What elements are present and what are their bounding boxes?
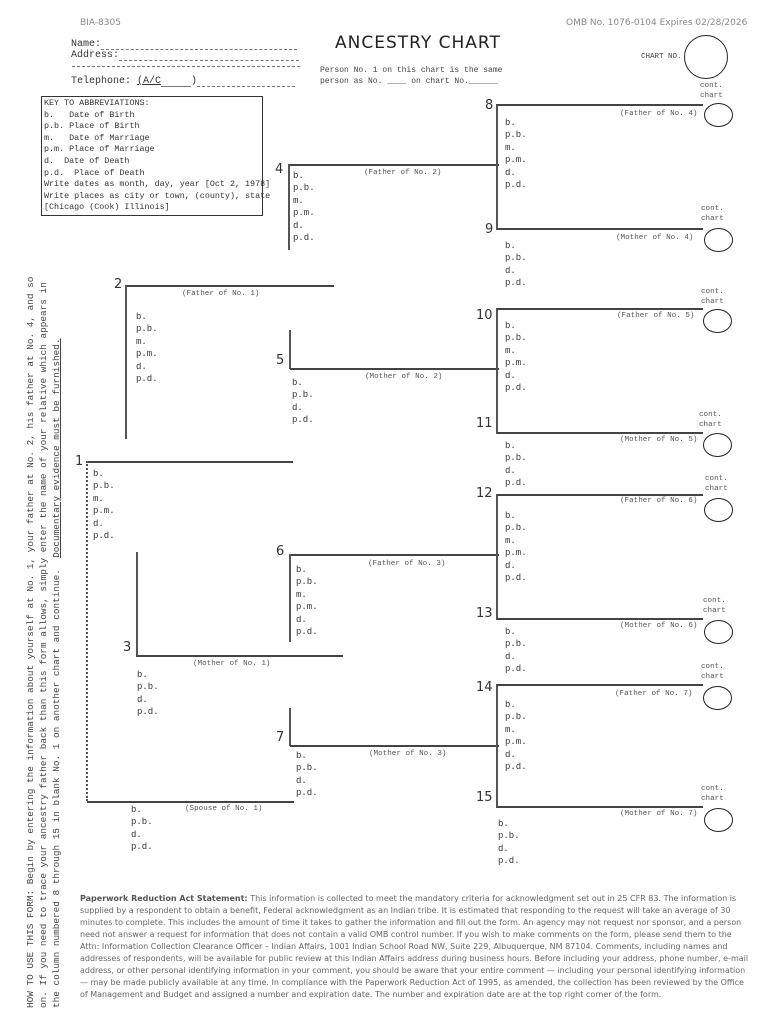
key-title: KEY TO ABBREVIATIONS: xyxy=(44,98,150,108)
death-place-field[interactable]: p.d. xyxy=(296,627,318,638)
birth-place-field[interactable]: p.b. xyxy=(505,523,527,534)
birth-place-field[interactable]: p.b. xyxy=(505,253,527,264)
person-12-fields xyxy=(505,510,527,584)
person-13-fields xyxy=(505,626,527,676)
marriage-place-field[interactable]: p.m. xyxy=(136,349,158,360)
chart-text: chart xyxy=(701,298,724,306)
abbreviation-key xyxy=(41,96,271,216)
person-14-name-line[interactable] xyxy=(497,684,703,686)
marriage-place-field[interactable]: p.m. xyxy=(93,506,115,517)
person-6-label: (Father of No. 3) xyxy=(368,560,446,568)
person-15-fields xyxy=(498,818,520,868)
birth-place-field[interactable]: p.b. xyxy=(498,831,520,842)
person-14-cont-chart-circle[interactable] xyxy=(703,686,732,710)
birth-date-field[interactable]: b. xyxy=(498,819,509,829)
person-7-label: (Mother of No. 3) xyxy=(369,750,447,758)
person-13-label: (Mother of No. 6) xyxy=(620,622,698,630)
person-13-number: 13 xyxy=(476,606,493,621)
person-15-label: (Mother of No. 7) xyxy=(620,810,698,818)
death-date-field[interactable]: d. xyxy=(505,370,516,381)
pair-10-11-bracket xyxy=(496,308,498,434)
birth-date-field[interactable]: b. xyxy=(93,469,104,479)
person-6-name-line[interactable] xyxy=(289,554,499,556)
death-date-field[interactable]: d. xyxy=(293,220,304,231)
person-10-number: 10 xyxy=(476,308,493,323)
marriage-place-field[interactable]: p.m. xyxy=(296,602,318,613)
chart-text: chart xyxy=(700,92,723,100)
person-10-cont-chart-label xyxy=(701,287,724,307)
area-code-close: ) xyxy=(191,76,198,87)
marriage-date-field[interactable]: m. xyxy=(505,535,516,546)
birth-date-field[interactable]: b. xyxy=(136,312,147,322)
person-9-fields xyxy=(505,240,527,290)
birth-place-field[interactable]: p.b. xyxy=(296,577,318,588)
person-3-label: (Mother of No. 1) xyxy=(193,660,271,668)
key-line: p.m. Place of Marriage xyxy=(44,144,155,155)
person-10-cont-chart-circle[interactable] xyxy=(703,309,732,333)
birth-date-field[interactable]: b. xyxy=(505,627,516,637)
marriage-date-field[interactable]: m. xyxy=(505,345,516,356)
death-place-field[interactable]: p.d. xyxy=(293,233,315,244)
telephone-input[interactable] xyxy=(197,76,295,87)
person-2-fields xyxy=(136,311,158,385)
address-input-1[interactable] xyxy=(119,50,299,61)
person-3-number: 3 xyxy=(123,640,132,655)
cont-text: cont. xyxy=(700,82,723,90)
birth-place-field[interactable]: p.b. xyxy=(136,324,158,335)
chart-text: chart xyxy=(703,607,726,615)
birth-place-field[interactable]: p.b. xyxy=(131,817,153,828)
form-number: BIA-8305 xyxy=(80,18,121,28)
death-place-field[interactable]: p.d. xyxy=(505,664,527,675)
birth-place-field[interactable]: p.b. xyxy=(505,453,527,464)
spouse-fields xyxy=(131,804,153,854)
person-2-name-line[interactable] xyxy=(126,285,334,287)
area-code-label: (A/C xyxy=(137,76,162,87)
birth-date-field[interactable]: b. xyxy=(296,565,307,575)
key-line: m. Date of Marriage xyxy=(44,132,150,143)
spouse-name-line[interactable] xyxy=(87,801,294,803)
person-8-name-line[interactable] xyxy=(497,104,703,106)
instructions xyxy=(24,277,63,1008)
person-12-cont-chart-label xyxy=(705,474,728,494)
death-date-field[interactable]: d. xyxy=(498,843,509,854)
person-11-cont-chart-circle[interactable] xyxy=(703,433,732,457)
person-8-cont-chart-label xyxy=(700,81,723,101)
marriage-place-field[interactable]: p.m. xyxy=(293,208,315,219)
birth-place-field[interactable]: p.b. xyxy=(505,639,527,650)
address-input-2[interactable] xyxy=(72,66,300,67)
chart-no-label: CHART NO. xyxy=(641,53,682,61)
marriage-date-field[interactable]: m. xyxy=(136,336,147,347)
documentary-evidence-note: Documentary evidence must be furnished. xyxy=(51,338,62,558)
person-9-label: (Mother of No. 4) xyxy=(616,234,694,242)
death-date-field[interactable]: d. xyxy=(505,167,516,178)
key-line: d. Date of Death xyxy=(44,155,130,166)
cont-text: cont. xyxy=(701,785,724,793)
person-14-label: (Father of No. 7) xyxy=(615,690,693,698)
death-place-field[interactable]: p.d. xyxy=(505,573,527,584)
death-place-field[interactable]: p.d. xyxy=(505,762,527,773)
person-note xyxy=(320,65,502,87)
person-5-label: (Mother of No. 2) xyxy=(365,373,443,381)
birth-date-field[interactable]: b. xyxy=(505,511,516,521)
death-date-field[interactable]: d. xyxy=(296,614,307,625)
chart-text: chart xyxy=(701,795,724,803)
key-line: p.b. Place of Birth xyxy=(44,121,140,132)
person-8-number: 8 xyxy=(485,98,494,113)
death-date-field[interactable]: d. xyxy=(131,829,142,840)
telephone-label: Telephone: xyxy=(71,76,132,87)
death-date-field[interactable]: d. xyxy=(296,775,307,786)
person-6-fields xyxy=(296,564,318,638)
person-5-name-line[interactable] xyxy=(290,368,499,370)
pair-8-9-bracket xyxy=(496,104,498,230)
address-row xyxy=(71,50,299,61)
cont-text: cont. xyxy=(701,288,724,296)
person-3-bracket xyxy=(136,552,138,656)
person-2-label: (Father of No. 1) xyxy=(182,290,260,298)
death-date-field[interactable]: d. xyxy=(136,361,147,372)
instructions-line-3-text: the column numbered 8 through 15 in blank No. 1 on another chart and continue. xyxy=(51,557,62,1008)
pair-12-13-bracket xyxy=(496,494,498,620)
area-code-input[interactable] xyxy=(161,76,191,87)
person-3-name-line[interactable] xyxy=(136,655,343,657)
person-5-bracket xyxy=(289,330,291,369)
person-3-fields xyxy=(137,669,159,719)
person-note-line-2: person as No. ____ on chart No.______ xyxy=(320,77,498,86)
person-11-number: 11 xyxy=(476,416,493,431)
key-line: b. Date of Birth xyxy=(44,109,135,120)
birth-date-field[interactable]: b. xyxy=(131,805,142,815)
person-4-number: 4 xyxy=(275,162,284,177)
key-line: p.d. Place of Death xyxy=(44,167,145,178)
paperwork-reduction-statement xyxy=(80,893,750,1001)
marriage-date-field[interactable]: m. xyxy=(505,142,516,153)
birth-place-field[interactable]: p.b. xyxy=(505,130,527,141)
birth-place-field[interactable]: p.b. xyxy=(296,763,318,774)
instructions-line-1: HOW TO USE THIS FORM: Begin by entering the information about yourself at No. 1, your father at No. 2, his father at No. 4, and so xyxy=(25,276,36,1008)
page-title: ANCESTRY CHART xyxy=(335,33,501,53)
death-place-field[interactable]: p.d. xyxy=(505,278,527,289)
person-10-label: (Father of No. 5) xyxy=(617,312,695,320)
marriage-date-field[interactable]: m. xyxy=(93,493,104,504)
birth-date-field[interactable]: b. xyxy=(505,700,516,710)
birth-place-field[interactable]: p.b. xyxy=(505,712,527,723)
key-line: Write places as city or town, (county), state xyxy=(44,190,271,201)
omb-number: OMB No. 1076-0104 Expires 02/28/2026 xyxy=(566,18,748,28)
person-4-bracket xyxy=(288,164,290,250)
address-label: Address: xyxy=(71,50,120,61)
person-12-number: 12 xyxy=(476,486,493,501)
person-1-number: 1 xyxy=(75,454,84,469)
person-1-name-line[interactable] xyxy=(86,461,293,463)
death-place-field[interactable]: p.d. xyxy=(292,415,314,426)
marriage-date-field[interactable]: m. xyxy=(293,195,304,206)
person-12-name-line[interactable] xyxy=(497,494,703,496)
person-15-cont-chart-label xyxy=(701,784,724,804)
chart-text: chart xyxy=(705,485,728,493)
person-7-fields xyxy=(296,750,318,800)
instructions-line-2: on. If you need to trace your ancestry father back than this form allows, simply enter the name of your relative which appears in xyxy=(38,282,49,1008)
death-date-field[interactable]: d. xyxy=(292,402,303,413)
person-8-cont-chart-circle[interactable] xyxy=(704,103,733,127)
person-11-cont-chart-label xyxy=(699,410,722,430)
person-13-name-line[interactable] xyxy=(497,618,703,620)
cont-text: cont. xyxy=(701,663,724,671)
paperwork-heading: Paperwork Reduction Act Statement: xyxy=(80,894,248,903)
person-1-spouse-connector xyxy=(86,461,88,801)
chart-text: chart xyxy=(699,421,722,429)
birth-place-field[interactable]: p.b. xyxy=(137,682,159,693)
person-15-number: 15 xyxy=(476,790,493,805)
person-7-number: 7 xyxy=(276,730,285,745)
person-14-number: 14 xyxy=(476,680,493,695)
death-place-field[interactable]: p.d. xyxy=(131,842,153,853)
chart-text: chart xyxy=(701,215,724,223)
person-6-number: 6 xyxy=(276,544,285,559)
person-4-fields xyxy=(293,170,315,244)
death-date-field[interactable]: d. xyxy=(505,749,516,760)
death-place-field[interactable]: p.d. xyxy=(505,478,527,489)
person-2-bracket xyxy=(125,285,127,439)
person-14-cont-chart-label xyxy=(701,662,724,682)
birth-place-field[interactable]: p.b. xyxy=(293,183,315,194)
person-12-cont-chart-circle[interactable] xyxy=(704,498,733,522)
person-note-line-1: Person No. 1 on this chart is the same xyxy=(320,66,503,75)
cont-text: cont. xyxy=(705,475,728,483)
person-10-name-line[interactable] xyxy=(497,308,703,310)
person-7-bracket xyxy=(289,708,291,746)
person-6-bracket xyxy=(289,554,291,642)
person-7-name-line[interactable] xyxy=(290,745,499,747)
birth-date-field[interactable]: b. xyxy=(296,751,307,761)
person-15-cont-chart-circle[interactable] xyxy=(704,808,733,832)
pair-14-15-bracket xyxy=(496,684,498,808)
birth-place-field[interactable]: p.b. xyxy=(505,333,527,344)
marriage-date-field[interactable]: m. xyxy=(505,724,516,735)
marriage-place-field[interactable]: p.m. xyxy=(505,737,527,748)
chart-text: chart xyxy=(701,673,724,681)
marriage-date-field[interactable]: m. xyxy=(296,589,307,600)
person-14-fields xyxy=(505,699,527,773)
person-4-name-line[interactable] xyxy=(289,164,499,166)
birth-place-field[interactable]: p.b. xyxy=(93,481,115,492)
person-11-label: (Mother of No. 5) xyxy=(620,436,698,444)
birth-date-field[interactable]: b. xyxy=(292,378,303,388)
person-5-number: 5 xyxy=(276,353,285,368)
death-place-field[interactable]: p.d. xyxy=(505,180,527,191)
birth-date-field[interactable]: b. xyxy=(137,670,148,680)
death-date-field[interactable]: d. xyxy=(505,465,516,476)
name-row xyxy=(71,39,297,50)
key-line: Write dates as month, day, year [Oct 2, 1978] xyxy=(44,179,271,190)
person-4-label: (Father of No. 2) xyxy=(364,169,442,177)
death-place-field[interactable]: p.d. xyxy=(136,374,158,385)
death-date-field[interactable]: d. xyxy=(137,694,148,705)
telephone-row xyxy=(71,76,295,87)
person-9-name-line[interactable] xyxy=(497,228,703,230)
death-place-field[interactable]: p.d. xyxy=(137,707,159,718)
birth-date-field[interactable]: b. xyxy=(505,241,516,251)
spouse-label: (Spouse of No. 1) xyxy=(185,805,263,813)
marriage-place-field[interactable]: p.m. xyxy=(505,358,527,369)
birth-date-field[interactable]: b. xyxy=(293,171,304,181)
death-date-field[interactable]: d. xyxy=(93,518,104,529)
birth-place-field[interactable]: p.b. xyxy=(292,390,314,401)
chart-no-circle[interactable] xyxy=(684,35,728,79)
person-15-name-line[interactable] xyxy=(497,806,703,808)
instructions-line-3 xyxy=(50,277,63,1008)
person-2-number: 2 xyxy=(114,277,123,292)
person-13-cont-chart-circle[interactable] xyxy=(704,620,733,644)
paperwork-body: This information is collected to meet the mandatory criteria for acknowledgment set out in 25 CFR 83. The information is supplied by a respondent to obtain a benefit, Federal acknowledgment as an Indian tribe. It is estimated that responding to the request will take an average of 30 minutes to complete. This includes the amount of time it takes to gather the information and fill out the form. An agency may not request nor sponsor, and a person need not answer a request for information that does not contain a valid OMB control number. If you wish to make comments on the form, please send them to the Attn: Information Collection Clearance Officer – Indian Affairs, 1001 Indian School Road NW, Suite 229, Albuquerque, NM 87104. Comments, including names and addresses of respondents, will be available for public review at this Indian Affairs address during business hours. Before including your address, phone number, e-mail address, or other personal identifying information in your comment, you should be aware that your entire comment — including your personal identifying information — may be made publicly available at any time. In compliance with the Paperwork Reduction Act of 1995, as amended, the collection has been reviewed by the Office of Management and Budget and assigned a number and expiration date. The number and expiration date are at the top right corner of the form. xyxy=(80,894,749,999)
person-8-label: (Father of No. 4) xyxy=(620,110,698,118)
death-place-field[interactable]: p.d. xyxy=(505,383,527,394)
name-input[interactable] xyxy=(101,39,297,50)
person-5-fields xyxy=(292,377,314,427)
birth-date-field[interactable]: b. xyxy=(505,118,516,128)
death-date-field[interactable]: d. xyxy=(505,560,516,571)
birth-date-field[interactable]: b. xyxy=(505,321,516,331)
death-place-field[interactable]: p.d. xyxy=(296,788,318,799)
death-date-field[interactable]: d. xyxy=(505,265,516,276)
person-9-cont-chart-circle[interactable] xyxy=(704,228,733,252)
person-8-fields xyxy=(505,117,527,191)
cont-text: cont. xyxy=(699,411,722,419)
marriage-place-field[interactable]: p.m. xyxy=(505,155,527,166)
cont-text: cont. xyxy=(703,597,726,605)
key-line: [Chicago (Cook) Illinois] xyxy=(44,202,170,213)
cont-text: cont. xyxy=(701,205,724,213)
name-label: Name: xyxy=(71,39,102,50)
marriage-place-field[interactable]: p.m. xyxy=(505,548,527,559)
death-place-field[interactable]: p.d. xyxy=(93,531,115,542)
person-11-fields xyxy=(505,440,527,490)
person-12-label: (Father of No. 6) xyxy=(620,497,698,505)
person-9-cont-chart-label xyxy=(701,204,724,224)
person-1-fields xyxy=(93,468,115,542)
person-13-cont-chart-label xyxy=(703,596,726,616)
death-place-field[interactable]: p.d. xyxy=(498,856,520,867)
person-9-number: 9 xyxy=(485,222,494,237)
birth-date-field[interactable]: b. xyxy=(505,441,516,451)
person-10-fields xyxy=(505,320,527,394)
person-11-name-line[interactable] xyxy=(497,432,703,434)
death-date-field[interactable]: d. xyxy=(505,651,516,662)
